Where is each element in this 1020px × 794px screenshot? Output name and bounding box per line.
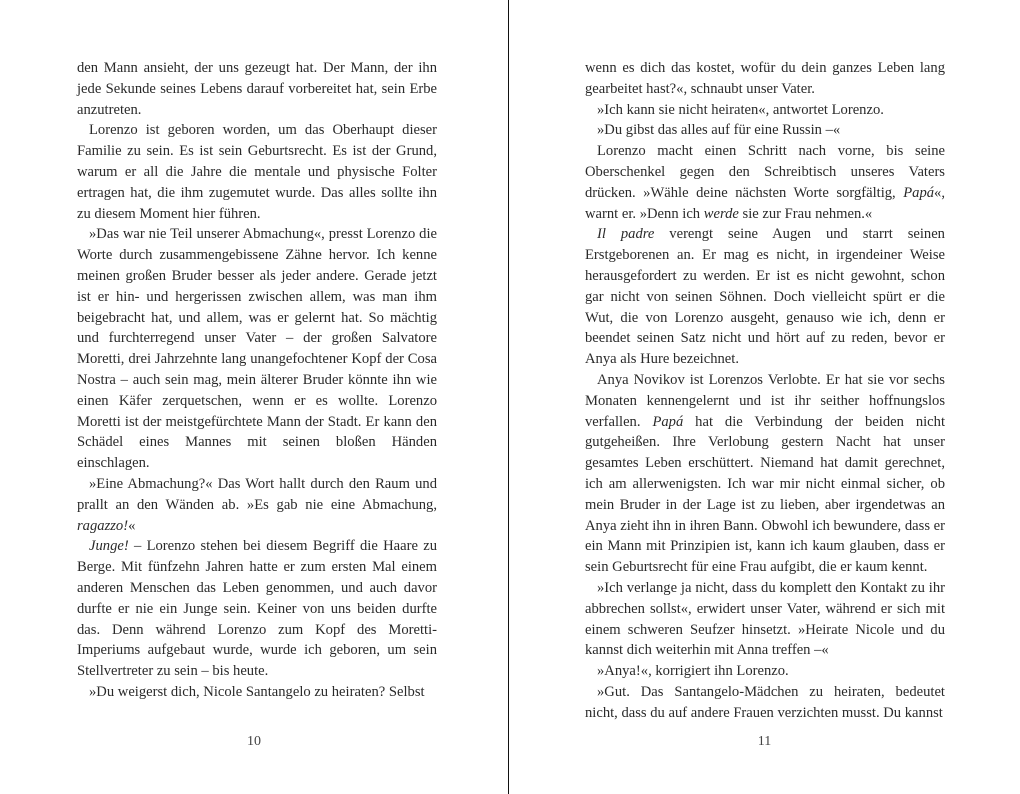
paragraph: [77, 474, 437, 536]
text-run: »Eine Abmachung?« Das Wort hallt durch den Raum und prallt an den Wänden ab. »Es gab nie eine Abmachung,: [77, 475, 437, 513]
paragraph: [585, 370, 945, 578]
paragraph: wenn es dich das kostet, wofür du dein ganzes Leben lang gearbeitet hast?«, schnaubt unser Vater.: [585, 60, 945, 97]
text-run: – Lorenzo stehen bei diesem Begriff die Haare zu Berge. Mit fünfzehn Jahren hatte er zum ersten Mal einem anderen Menschen das Leben genommen, und auch davor durfte er nie ein Junge sein. Keiner von uns beiden durfte das. Denn während Lorenzo zum Kopf des Moretti-Imperiums aufgebaut wurde, wurde ich geboren, um sein Stellvertreter zu sein – bis heute.: [77, 538, 437, 680]
paragraph: »Du weigerst dich, Nicole Santangelo zu heiraten? Selbst: [89, 683, 425, 700]
paragraph: »Das war nie Teil unserer Abmachung«, presst Lorenzo die Worte durch zusammengebissene Zähne hervor. Ich kenne meinen großen Bruder besser als jeder andere. Gerade jetzt ist er hin- und hergerissen zwischen allem, was man ihm beigebracht hat, und allem, was er gelernt hat. So mächtig und furchterregend unser Vater – der großen Salvatore Moretti, drei Jahrzehnte lang unangefochtener Kopf der Cosa Nostra – auch sein mag, mein älterer Bruder könnte ihn wie einen Käfer zerquetschen, wenn er es wollte. Lorenzo Moretti ist der meistgefürchtete Mann der Stadt. Er kann den Schädel eines Mannes mit seinen bloßen Händen einschlagen.: [77, 226, 437, 472]
page-number: 11: [757, 734, 772, 749]
text-run: «, warnt er. »Denn ich: [585, 184, 945, 222]
italic-word: Il padre: [597, 226, 655, 243]
italic-word: Papá: [652, 413, 684, 430]
text-run: sie zur Frau nehmen.«: [738, 205, 873, 222]
paragraph: [77, 536, 437, 682]
paragraph: [585, 141, 945, 224]
text-run: hat die Verbindung der beiden nicht gutgeheißen. Ihre Verlobung gestern Nacht hat unser gesamtes Leben erschüttert. Niemand hat damit gerechnet, ich am allerwenigsten. Ich war mir nicht einmal sicher, ob mein Bruder in der Lage ist zu lieben, aber irgendetwas an Anya zieht ihn in ihren Bann. Obwohl ich bewundere, dass er ein Mann mit Prinzipien ist, kann ich kaum glauben, dass er sein Geburtsrecht für eine Frau aufgibt, die er kaum kennt.: [585, 413, 946, 576]
paragraph: den Mann ansieht, der uns gezeugt hat. Der Mann, der ihn jede Sekunde seines Lebens darauf vorbereitet hat, sein Erbe anzutreten.: [77, 60, 437, 118]
paragraph: »Ich verlange ja nicht, dass du komplett den Kontakt zu ihr abbrechen sollst«, erwidert unser Vater, während er sich mit einem schweren Seufzer hinsetzt. »Heirate Nicole und du kannst dich weiterhin mit Anna treffen –«: [585, 579, 945, 659]
italic-word: Papá: [903, 184, 935, 201]
text-run: Lorenzo macht einen Schritt nach vorne, bis seine Oberschenkel gegen den Schreibtisch unseres Vaters drücken. »Wähle deine nächsten Worte sorgfältig,: [585, 143, 945, 201]
right-page: [509, 0, 1020, 794]
text-run: Anya Novikov ist Lorenzos Verlobte. Er hat sie vor sechs Monaten kennengelernt und ist ihr seither hoffnungslos verfallen.: [585, 371, 945, 430]
page-number: 10: [247, 734, 261, 749]
paragraph: Lorenzo ist geboren worden, um das Oberhaupt dieser Familie zu sein. Es ist sein Geburtsrecht. Es ist der Grund, warum er all die Jahre die mentale und physische Folter ertragen hat, die ihm zugemutet wurde. Das alles sollte ihn zu diesem Moment hier führen.: [77, 122, 437, 222]
left-page-text: [77, 58, 437, 703]
paragraph: »Anya!«, korrigiert ihn Lorenzo.: [597, 663, 789, 680]
paragraph: »Du gibst das alles auf für eine Russin –«: [597, 122, 841, 139]
italic-word: werde: [703, 205, 739, 222]
paragraph: »Ich kann sie nicht heiraten«, antwortet Lorenzo.: [597, 101, 884, 118]
italic-word: Junge!: [89, 538, 129, 555]
italic-word: ragazzo!: [77, 517, 129, 534]
paragraph: »Gut. Das Santangelo-Mädchen zu heiraten, bedeutet nicht, dass du auf andere Frauen verzichten musst. Du kannst: [585, 683, 945, 721]
paragraph: [585, 224, 945, 370]
right-page-text: [585, 58, 945, 724]
text-run: «: [128, 517, 136, 534]
text-run: verengt seine Augen und starrt seinen Erstgeborenen an. Er mag es nicht, in irgendeiner Weise herausgefordert zu werden. Er ist es nicht gewohnt, schon gar nicht von seinen Söhnen. Doch vielleicht spürt er die Wut, die von Lorenzo ausgeht, genauso wie ich, denn er beendet seinen Satz nicht und hört auf zu reden, bevor er Anya als Hure bezeichnet.: [585, 226, 945, 368]
left-page: [0, 0, 509, 794]
